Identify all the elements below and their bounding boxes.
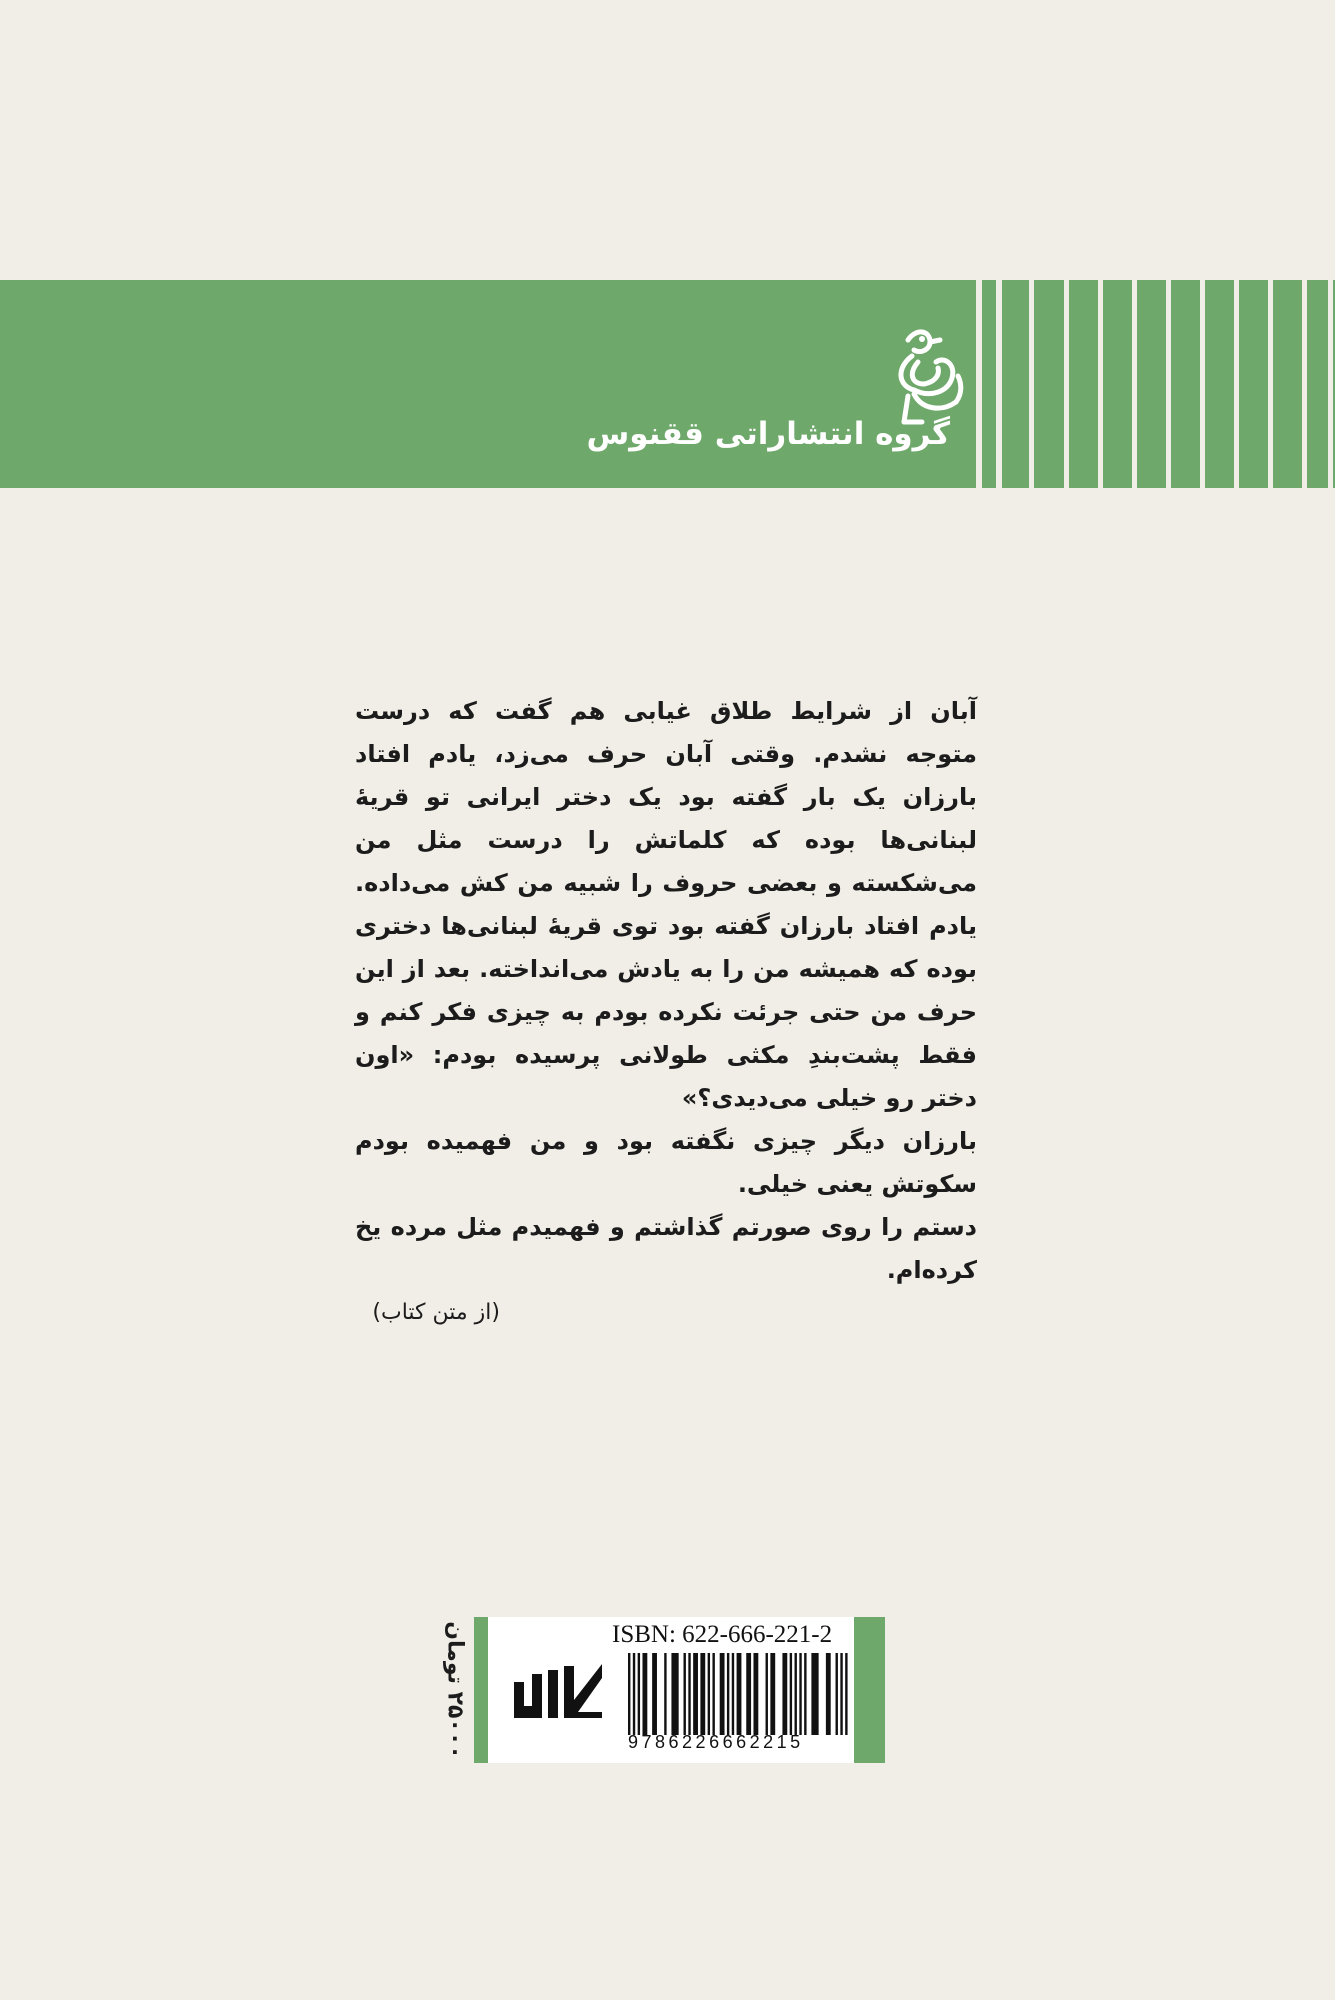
barcode-number: 9786226662215 xyxy=(628,1732,804,1752)
barcode-bar xyxy=(708,1653,710,1735)
barcode-bar xyxy=(642,1653,647,1735)
barcode-panel-edge xyxy=(474,1617,488,1763)
barcode-bar xyxy=(826,1653,831,1735)
barcode-bar xyxy=(804,1653,806,1735)
barcode-bar xyxy=(782,1653,787,1735)
band-stripe xyxy=(1200,280,1205,488)
barcode-bar xyxy=(811,1653,818,1735)
publisher-band xyxy=(0,280,1335,488)
barcode-bar xyxy=(840,1653,842,1735)
band-stripe xyxy=(1302,280,1307,488)
isbn-barcode xyxy=(628,1653,850,1735)
band-stripe xyxy=(1268,280,1273,488)
barcode-bar xyxy=(720,1653,725,1735)
barcode-bar xyxy=(732,1653,734,1735)
imprint-mark-icon xyxy=(510,1660,606,1722)
barcode-bar xyxy=(770,1653,775,1735)
barcode-bar xyxy=(671,1653,678,1735)
barcode-bar xyxy=(712,1653,714,1735)
barcode-bar xyxy=(836,1653,838,1735)
blurb-source: (از متن کتاب) xyxy=(372,1300,500,1325)
band-stripe xyxy=(976,280,982,488)
barcode-bar xyxy=(633,1653,635,1735)
band-stripe xyxy=(1234,280,1239,488)
barcode-bar xyxy=(790,1653,792,1735)
barcode-bar xyxy=(628,1653,630,1735)
barcode-bar xyxy=(753,1653,758,1735)
barcode-bar xyxy=(664,1653,666,1735)
band-stripe xyxy=(996,280,1002,488)
barcode-bar xyxy=(799,1653,801,1735)
barcode-bar xyxy=(746,1653,751,1735)
blurb-paragraph: دستم را روی صورتم گذاشتم و فهمیدم مثل مرده یخ کرده‌ام. xyxy=(355,1213,977,1284)
barcode-bar xyxy=(795,1653,797,1735)
band-stripe xyxy=(1132,280,1137,488)
barcode-bar xyxy=(737,1653,742,1735)
band-stripe xyxy=(1166,280,1171,488)
blurb-paragraph: بارزان دیگر چیزی نگفته بود و من فهمیده بودم سکوتش یعنی خیلی. xyxy=(355,1127,977,1198)
back-cover-blurb xyxy=(355,690,977,1292)
price-label: ۲۵۰۰۰ تومان xyxy=(442,1621,468,1759)
blurb-paragraph: آبان از شرایط طلاق غیابی هم گفت که درست متوجه نشدم. وقتی آبان حرف می‌زد، یادم افتاد بارزان یک بار گفته بود یک دختر ایرانی تو قریهٔ لبنانی‌ها بوده که کلماتش را درست مثل من می‌شکسته و بعضی حروف را شبیه من کش می‌داده. یادم افتاد بارزان گفته بود توی قریهٔ لبنانی‌ها دختری بوده که همیشه من را به یادش می‌انداخته. بعد از این حرف من حتی جرئت نکرده بودم به چیزی فکر کنم و فقط پشت‌بندِ مکثی طولانی پرسیده بودم: «اون دختر رو خیلی می‌دیدی؟» xyxy=(355,697,977,1112)
barcode-bar xyxy=(766,1653,768,1735)
band-stripe xyxy=(1098,280,1103,488)
barcode-bar xyxy=(700,1653,705,1735)
barcode-bar xyxy=(638,1653,640,1735)
barcode-bar xyxy=(693,1653,698,1735)
barcode-bar xyxy=(727,1653,729,1735)
barcode-bar xyxy=(684,1653,686,1735)
band-stripe xyxy=(1328,280,1333,488)
band-stripe xyxy=(1064,280,1069,488)
barcode-bar xyxy=(845,1653,847,1735)
band-stripe xyxy=(1029,280,1034,488)
isbn-label: ISBN: 622-666-221-2 xyxy=(612,1621,833,1648)
publisher-name: گروه انتشاراتی ققنوس xyxy=(586,416,950,452)
band-stripes xyxy=(970,280,1335,488)
barcode-bar xyxy=(652,1653,657,1735)
barcode-bar xyxy=(688,1653,690,1735)
